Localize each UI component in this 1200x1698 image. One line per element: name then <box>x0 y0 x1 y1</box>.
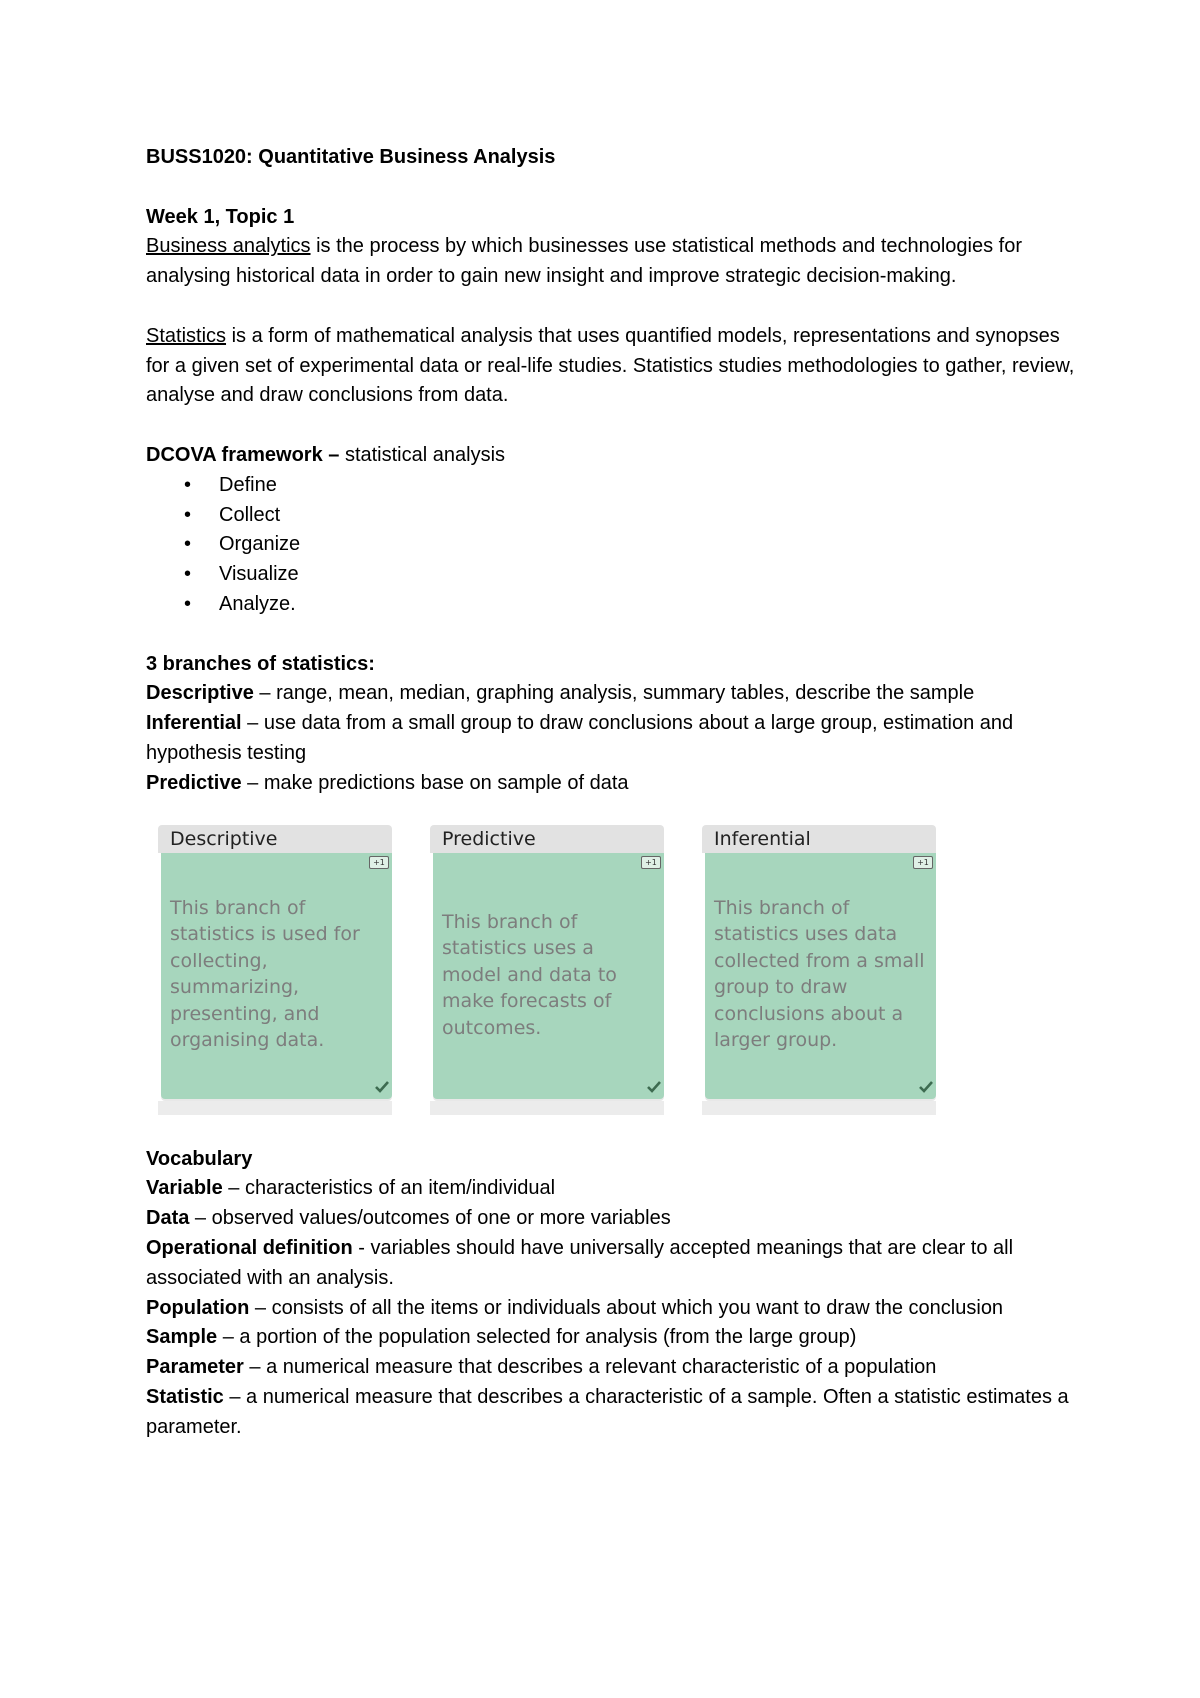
card-inferential <box>702 825 936 1115</box>
branches-heading: 3 branches of statistics: <box>146 652 375 675</box>
business-analytics-term: Business analytics <box>146 235 311 258</box>
card-text: This branch of statistics is used for collecting, summarizing, presenting, and organising data. <box>170 896 360 1052</box>
statistics-paragraph: Statistics is a form of mathematical analysis that uses quantified models, representations and synopses for a given set of experimental data or real-life studies. Statistics studies methodologies to gather, review, analyse and draw conclusions from data. <box>146 324 1075 407</box>
card-body <box>433 853 664 1099</box>
checkmark-icon <box>919 1081 933 1093</box>
plus-one-badge: +1 <box>369 856 389 869</box>
checkmark-icon <box>375 1081 389 1093</box>
dcova-list <box>146 471 1086 620</box>
flashcards-image <box>158 825 1086 1125</box>
statistics-term: Statistics <box>146 324 227 347</box>
branch-predictive: Predictive – make predictions base on sample of data <box>146 771 629 794</box>
document-page <box>146 143 1086 1443</box>
list-item: • Visualize <box>184 563 299 586</box>
business-analytics-paragraph: Business analytics is the process by which businesses use statistical methods and technologies for analysing historical data in order to gain new insight and improve strategic decision-making. <box>146 235 1023 288</box>
vocabulary-heading: Vocabulary <box>146 1147 253 1170</box>
card-title: Inferential <box>702 825 936 853</box>
vocab-parameter: Parameter – a numerical measure that describes a relevant characteristic of a population <box>146 1356 937 1379</box>
list-item: • Collect <box>184 503 281 526</box>
plus-one-badge: +1 <box>641 856 661 869</box>
card-text: This branch of statistics uses data collected from a small group to draw conclusions about a larger group. <box>714 896 925 1052</box>
card-text: This branch of statistics uses a model and data to make forecasts of outcomes. <box>442 910 617 1039</box>
vocab-population: Population – consists of all the items or individuals about which you want to draw the conclusion <box>146 1296 1004 1319</box>
list-item: • Organize <box>184 533 301 556</box>
card-title: Predictive <box>430 825 664 853</box>
card-body <box>705 853 936 1099</box>
card-footer <box>702 1101 936 1115</box>
vocab-data: Data – observed values/outcomes of one or more variables <box>146 1207 671 1230</box>
card-predictive <box>430 825 664 1115</box>
list-item: • Analyze. <box>184 592 296 615</box>
branch-descriptive: Descriptive – range, mean, median, graphing analysis, summary tables, describe the sample <box>146 682 975 705</box>
document-title: BUSS1020: Quantitative Business Analysis <box>146 146 556 168</box>
vocab-variable: Variable – characteristics of an item/individual <box>146 1177 556 1200</box>
dcova-heading: DCOVA framework – statistical analysis <box>146 443 506 466</box>
card-title: Descriptive <box>158 825 392 853</box>
branch-inferential: Inferential – use data from a small group to draw conclusions about a large group, estimation and hypothesis testing <box>146 712 1014 764</box>
week-heading: Week 1, Topic 1 <box>146 205 295 228</box>
vocab-sample: Sample – a portion of the population selected for analysis (from the large group) <box>146 1326 857 1349</box>
card-descriptive <box>158 825 392 1115</box>
card-footer <box>430 1101 664 1115</box>
card-body <box>161 853 392 1099</box>
vocab-operational-definition: Operational definition - variables should have universally accepted meanings that are clear to all associated with an analysis. <box>146 1236 1014 1289</box>
plus-one-badge: +1 <box>913 856 933 869</box>
vocab-statistic: Statistic – a numerical measure that describes a characteristic of a sample. Often a statistic estimates a parameter. <box>146 1385 1069 1438</box>
checkmark-icon <box>647 1081 661 1093</box>
card-footer <box>158 1101 392 1115</box>
list-item: • Define <box>184 473 277 496</box>
